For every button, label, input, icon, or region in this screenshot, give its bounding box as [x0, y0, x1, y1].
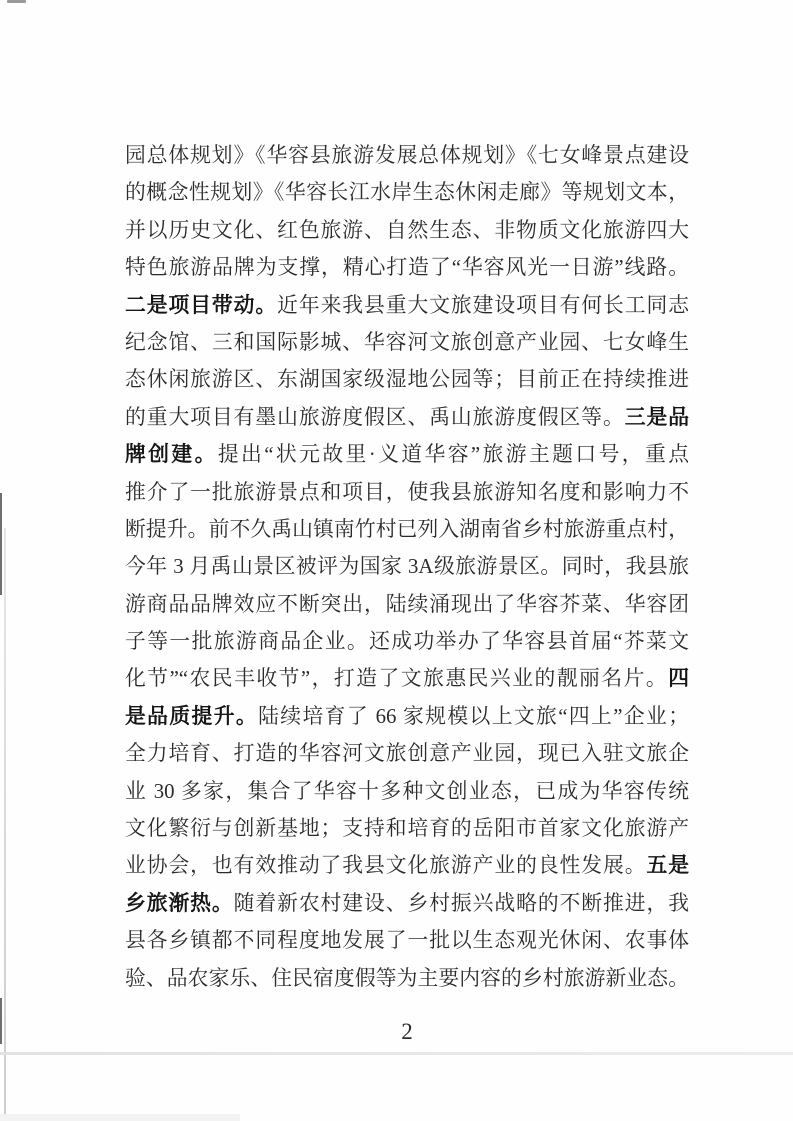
- text-segment: 提出“状元故里·义道华容”旅游主题口号，重点: [217, 443, 690, 467]
- text-segment: 园总体规划》《华容县旅游发展总体规划》《七女峰景点建设: [125, 144, 689, 167]
- bold-text-segment: 五是: [646, 854, 690, 878]
- text-line: [125, 287, 689, 324]
- text-segment: 今年 3 月禹山景区被评为国家 3A级旅游景区。同时，我县旅: [125, 555, 689, 579]
- bold-text-segment: 乡旅渐热。: [125, 891, 234, 915]
- text-line: [125, 174, 689, 211]
- scan-bottom-smudge-artifact: [0, 1114, 240, 1121]
- text-segment: 的重大项目有墨山旅游度假区、禹山旅游度假区等。: [125, 405, 625, 429]
- text-line: [125, 511, 689, 548]
- bold-text-segment: 三是品: [624, 405, 690, 429]
- text-line: [125, 660, 689, 697]
- text-segment: 陆续培育了 66 家规模以上文旅“四上”企业；: [258, 704, 690, 728]
- text-line: [125, 586, 689, 623]
- scan-edge-artifact-upper: [0, 493, 2, 595]
- bold-text-segment: 是品质提升。: [125, 704, 259, 728]
- text-line: [125, 623, 689, 660]
- text-line: [125, 548, 689, 585]
- text-segment: 纪念馆、三和国际影城、华容河文旅创意产业园、七女峰生: [125, 330, 689, 354]
- text-line: [125, 212, 689, 249]
- text-segment: 的概念性规划》《华容长江水岸生态休闲走廊》等规划文本，: [125, 181, 689, 205]
- text-line: [125, 361, 689, 398]
- text-segment: 断提升。前不久禹山镇南竹村已列入湖南省乡村旅游重点村，: [125, 517, 689, 541]
- text-line: [125, 773, 689, 810]
- bold-text-segment: 二是项目带动。: [125, 293, 278, 317]
- text-line: [125, 735, 689, 772]
- page-number: 2: [401, 1019, 413, 1044]
- text-line: [125, 436, 689, 473]
- text-segment: 验、品农家乐、住民宿度假等为主要内容的乡村旅游新业态。: [125, 966, 689, 990]
- text-line: [125, 698, 689, 735]
- text-segment: 业协会，也有效推动了我县文化旅游产业的良性发展。: [125, 854, 647, 878]
- bold-text-segment: 牌创建。: [125, 443, 218, 467]
- text-segment: 随着新农村建设、乡村振兴战略的不断推进，我: [233, 891, 689, 915]
- text-segment: 游商品品牌效应不断突出，陆续涌现出了华容芥菜、华容团: [125, 592, 689, 616]
- text-line: [125, 810, 689, 847]
- text-segment: 县各乡镇都不同程度地发展了一批以生态观光休闲、农事体: [125, 929, 689, 953]
- text-line: [125, 885, 689, 922]
- text-segment: 业 30 多家，集合了华容十多种文创业态，已成为华容传统: [125, 779, 689, 803]
- text-segment: 特色旅游品牌为支撑，精心打造了“华容风光一日游”线路。: [125, 256, 689, 280]
- text-line: [125, 324, 689, 361]
- text-block: [125, 137, 689, 997]
- scan-speck-artifact: [7, 0, 26, 3]
- text-segment: 化节”“农民丰收节”，打造了文旅惠民兴业的靓丽名片。: [125, 667, 669, 691]
- text-segment: 子等一批旅游商品企业。还成功举办了华容县首届“芥菜文: [125, 630, 689, 654]
- text-segment: 并以历史文化、红色旅游、自然生态、非物质文化旅游四大: [125, 218, 689, 242]
- text-segment: 近年来我县重大文旅建设项目有何长工同志: [277, 293, 690, 317]
- text-segment: 推介了一批旅游景点和项目，使我县旅游知名度和影响力不: [125, 480, 689, 504]
- text-line: [125, 474, 689, 511]
- text-segment: 态休闲旅游区、东湖国家级湿地公园等；目前正在持续推进: [125, 368, 689, 392]
- text-line: [125, 960, 689, 997]
- text-line: [125, 847, 689, 884]
- scan-edge-artifact-lower: [0, 998, 2, 1044]
- text-segment: 文化繁衍与创新基地；支持和培育的岳阳市首家文化旅游产: [125, 817, 689, 841]
- scan-horizontal-line-artifact: [0, 1052, 793, 1055]
- bold-text-segment: 四: [668, 667, 689, 691]
- text-line: [125, 399, 689, 436]
- text-segment: 全力培育、打造的华容河文旅创意产业园，现已入驻文旅企: [125, 742, 689, 766]
- text-line: [125, 249, 689, 286]
- scan-vertical-line-artifact: [4, 528, 6, 1121]
- text-line: [125, 922, 689, 959]
- text-line: [125, 137, 689, 174]
